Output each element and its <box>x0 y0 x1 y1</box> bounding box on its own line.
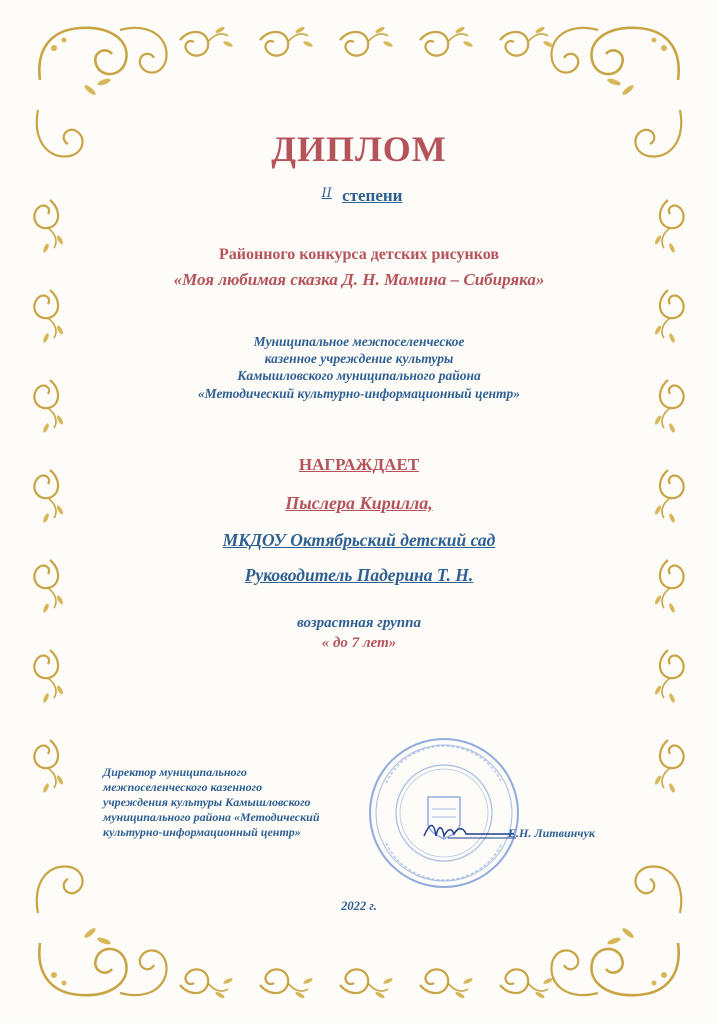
organization-line: казенное учреждение культуры <box>264 351 454 366</box>
awards-heading: НАГРАЖДАЕТ <box>298 455 420 474</box>
diploma-title: ДИПЛОМ <box>271 129 447 169</box>
organization-line: Муниципальное межпоселенческое <box>253 334 465 349</box>
year: 2022 г. <box>341 899 377 913</box>
contest-title: «Моя любимая сказка Д. Н. Мамина – Сибиряка» <box>173 270 545 289</box>
age-group-label: возрастная группа <box>297 615 421 631</box>
leader-name: Руководитель Падерина Т. Н. <box>244 565 474 585</box>
age-group-value: « до 7 лет» <box>321 635 397 651</box>
recipient-name: Пыслера Кирилла, <box>285 493 433 513</box>
degree-number: II <box>321 186 332 201</box>
director-title <box>103 765 320 840</box>
organization-line: «Методический культурно-информационный центр» <box>197 386 521 401</box>
signer-name: Е.Н. Литвинчук <box>508 826 595 840</box>
degree-word: степени <box>342 186 403 205</box>
director-line: муниципального района «Методический <box>103 810 320 824</box>
director-line: межпоселенческого казенного <box>103 780 263 794</box>
director-line: Директор муниципального <box>103 765 247 779</box>
signature-icon <box>418 812 518 848</box>
degree-line <box>0 186 718 206</box>
school-name: МКДОУ Октябрьский детский сад <box>222 530 496 550</box>
organization-line: Камышловского муниципального района <box>237 368 481 383</box>
director-line: учреждения культуры Камышловского <box>103 795 311 809</box>
contest-name: Районного конкурса детских рисунков <box>219 246 499 263</box>
director-line: культурно-информационный центр» <box>103 825 301 839</box>
